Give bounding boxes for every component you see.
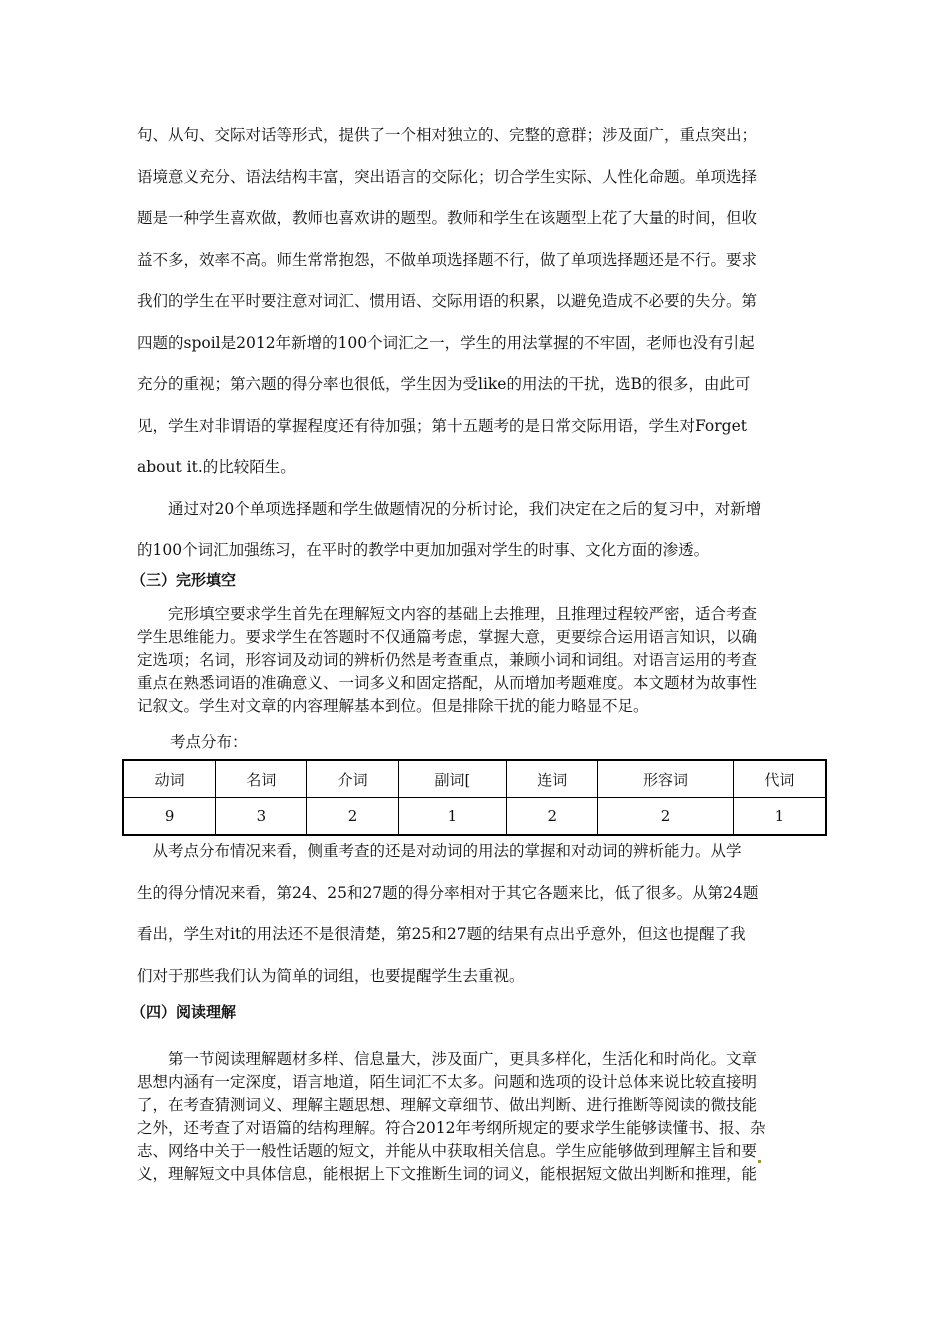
test-point-distribution-table bbox=[122, 759, 827, 836]
text-line: 通过对20个单项选择题和学生做题情况的分析讨论，我们决定在之后的复习中，对新增 bbox=[137, 499, 762, 518]
table-cell: 1 bbox=[733, 798, 826, 836]
text-line: 益不多，效率不高。师生常常抱怨，不做单项选择题不行，做了单项选择题还是不行。要求 bbox=[137, 250, 758, 269]
text-line: 见，学生对非谓语的掌握程度还有待加强；第十五题考的是日常交际用语，学生对Forget bbox=[137, 416, 747, 435]
section-heading-reading: （四）阅读理解 bbox=[131, 1003, 237, 1021]
text-line: 从考点分布情况来看，侧重考查的还是对动词的用法的掌握和对动词的辨析能力。从学 bbox=[137, 842, 742, 860]
text-line: 第一节阅读理解题材多样、信息量大，涉及面广，更具多样化，生活化和时尚化。文章 bbox=[137, 1050, 758, 1068]
table-cell: 9 bbox=[123, 798, 216, 836]
paragraph-cloze-analysis bbox=[137, 603, 822, 718]
text-line: 记叙文。学生对文章的内容理解基本到位。但是排除干扰的能力略显不足。 bbox=[137, 697, 649, 715]
text-line: 题是一种学生喜欢做，教师也喜欢讲的题型。教师和学生在该题型上花了大量的时间，但收 bbox=[137, 209, 758, 227]
section-heading-cloze: （三）完形填空 bbox=[131, 571, 237, 589]
text-line: 生的得分情况来看，第24、25和27题的得分率相对于其它各题来比，低了很多。从第24题 bbox=[137, 883, 759, 902]
paragraph-single-choice-analysis bbox=[137, 115, 822, 572]
table-header-cell: 介词 bbox=[307, 760, 398, 798]
text-line: 们对于那些我们认为简单的词组，也要提醒学生去重视。 bbox=[137, 966, 525, 985]
table-header-cell: 代词 bbox=[733, 760, 826, 798]
table-cell: 2 bbox=[307, 798, 398, 836]
table-cell: 2 bbox=[598, 798, 733, 836]
text-line: 学生思维能力。要求学生在答题时不仅通篇考虑，掌握大意，更要综合运用语言知识，以确 bbox=[137, 628, 758, 646]
paragraph-reading-analysis bbox=[137, 1048, 822, 1186]
text-line: 我们的学生在平时要注意对词汇、惯用语、交际用语的积累，以避免造成不必要的失分。第 bbox=[137, 292, 758, 310]
text-line: 句、从句、交际对话等形式，提供了一个相对独立的、完整的意群；涉及面广，重点突出； bbox=[137, 126, 758, 144]
text-line: 充分的重视；第六题的得分率也很低，学生因为受like的用法的干扰，选B的很多，由此可 bbox=[137, 375, 751, 393]
paragraph-distribution-analysis bbox=[137, 831, 822, 997]
table-header-cell: 名词 bbox=[216, 760, 307, 798]
text-line: 语境意义充分、语法结构丰富，突出语言的交际化；切合学生实际、人性化命题。单项选择 bbox=[137, 167, 758, 186]
table-row bbox=[123, 798, 826, 836]
table-header-cell: 动词 bbox=[123, 760, 216, 798]
text-line bbox=[137, 1140, 822, 1163]
text-line: about it.的比较陌生。 bbox=[137, 458, 296, 476]
text-line: 完形填空要求学生首先在理解短文内容的基础上去推理，且推理过程较严密，适合考查 bbox=[137, 605, 758, 623]
stray-mark-dot bbox=[758, 1160, 761, 1163]
text-line: 四题的spoil是2012年新增的100个词汇之一，学生的用法掌握的不牢固，老师也没有引起 bbox=[137, 333, 755, 352]
table-cell: 2 bbox=[507, 798, 598, 836]
text-line: 义，理解短文中具体信息，能根据上下文推断生词的词义，能根据短文做出判断和推理，能 bbox=[137, 1165, 758, 1183]
text-line-content: 志、网络中关于一般性话题的短文，并能从中获取相关信息。学生应能够做到理解主旨和要 bbox=[137, 1142, 758, 1160]
table-cell: 1 bbox=[398, 798, 506, 836]
text-line: 之外，还考查了对语篇的结构理解。符合2012年考纲所规定的要求学生能够读懂书、报、杂 bbox=[137, 1119, 766, 1137]
text-line: 思想内涵有一定深度，语言地道，陌生词汇不太多。问题和选项的设计总体来说比较直接明 bbox=[137, 1073, 758, 1091]
table-cell: 3 bbox=[216, 798, 307, 836]
text-line: 了，在考查猜测词义、理解主题思想、理解文章细节、做出判断、进行推断等阅读的微技能 bbox=[137, 1096, 758, 1114]
text-line: 看出，学生对it的用法还不是很清楚，第25和27题的结果有点出乎意外，但这也提醒了我 bbox=[137, 925, 746, 943]
text-line: 重点在熟悉词语的准确意义、一词多义和固定搭配，从而增加考题难度。本文题材为故事性 bbox=[137, 674, 758, 692]
table-header-cell: 形容词 bbox=[598, 760, 733, 798]
table-header-cell: 连词 bbox=[507, 760, 598, 798]
table-header-cell: 副词[ bbox=[398, 760, 506, 798]
table-header-row bbox=[123, 760, 826, 798]
table-caption: 考点分布： bbox=[170, 733, 248, 751]
text-line: 定选项；名词，形容词及动词的辨析仍然是考查重点，兼顾小词和词组。对语言运用的考查 bbox=[137, 651, 758, 669]
text-line: 的100个词汇加强练习，在平时的教学中更加加强对学生的时事、文化方面的渗透。 bbox=[137, 541, 710, 559]
